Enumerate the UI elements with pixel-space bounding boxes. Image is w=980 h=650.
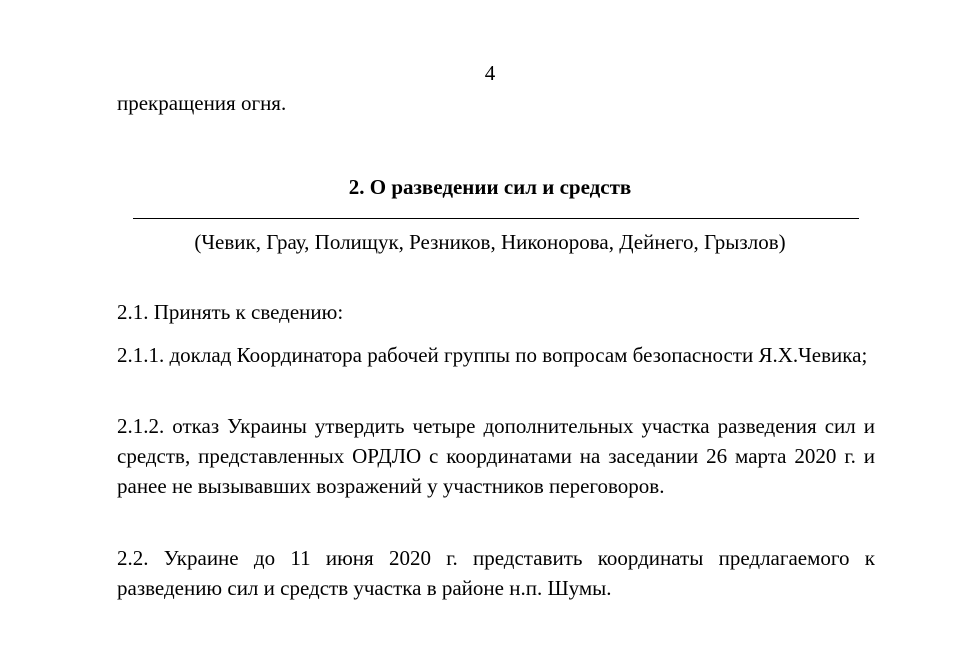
- page-number: 4: [484, 61, 496, 85]
- paragraph-2-1-1: 2.1.1. доклад Координатора рабочей группы по вопросам безопасности Я.Х.Чевика;: [117, 343, 868, 367]
- section-title: 2. О разведении сил и средств: [348, 175, 632, 199]
- paragraph-2-1: 2.1. Принять к сведению:: [117, 300, 344, 324]
- section-divider: [133, 218, 859, 219]
- continuation-text: прекращения огня.: [117, 91, 287, 115]
- paragraph-2-2: 2.2. Украине до 11 июня 2020 г. представить координаты предлагаемого к разведению сил и средств участка в районе н.п. Шумы.: [117, 546, 875, 600]
- paragraph-2-1-2: 2.1.2. отказ Украины утвердить четыре дополнительных участка разведения сил и средств, представленных ОРДЛО с координатами на заседании 26 марта 2020 г. и ранее не вызывавших возражений у участников переговоров.: [117, 414, 875, 498]
- section-speakers: (Чевик, Грау, Полищук, Резников, Никонорова, Дейнего, Грызлов): [194, 230, 786, 254]
